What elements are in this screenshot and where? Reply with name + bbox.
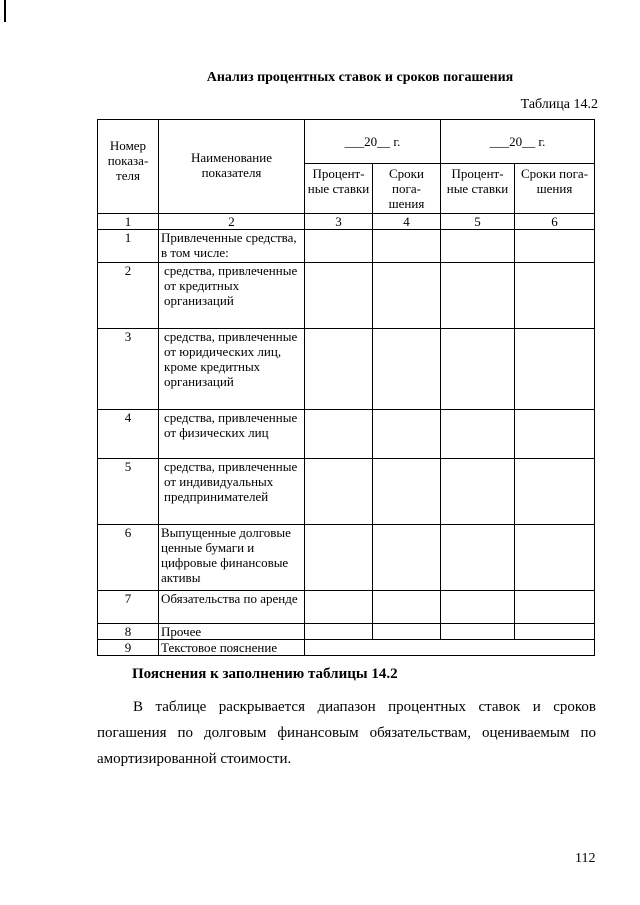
- data-cell: [305, 591, 373, 624]
- data-cell: [515, 624, 595, 640]
- data-cell: [515, 230, 595, 263]
- table-row: [98, 230, 595, 263]
- data-cell: [373, 230, 441, 263]
- data-cell: [515, 329, 595, 410]
- data-cell: [441, 459, 515, 525]
- table-row: [98, 624, 595, 640]
- row-name: Выпущенные долговые ценные бумаги и цифровые финансовые активы: [159, 525, 305, 591]
- row-name: Текстовое пояснение: [159, 640, 305, 656]
- table-row: [98, 640, 595, 656]
- row-number: 2: [98, 263, 159, 329]
- data-cell: [441, 591, 515, 624]
- table-row: [98, 329, 595, 410]
- interest-rates-table: [97, 119, 595, 656]
- header-term-2: Сроки пога-шения: [515, 164, 595, 214]
- explanation-heading: Пояснения к заполнению таблицы 14.2: [132, 666, 398, 682]
- paragraph-text: В таблице раскрывается диапазон процентных ставок и сроков погашения по долговым финансовым обязательствам, оцениваемым по амортизированной стоимости.: [97, 699, 596, 767]
- table-row: [98, 410, 595, 459]
- row-number: 9: [98, 640, 159, 656]
- data-cell: [305, 329, 373, 410]
- row-name: Прочее: [159, 624, 305, 640]
- header-number: Номер показа-теля: [98, 120, 159, 214]
- column-number: 3: [305, 214, 373, 230]
- row-number: 6: [98, 525, 159, 591]
- header-rate-1: Процент-ные ставки: [305, 164, 373, 214]
- row-number: 8: [98, 624, 159, 640]
- table-row: [98, 525, 595, 591]
- row-name: Привлеченные средства, в том числе:: [159, 230, 305, 263]
- header-year-1: ___20__ г.: [305, 120, 441, 164]
- header-term-1: Сроки пога-шения: [373, 164, 441, 214]
- text-explanation-cell: [305, 640, 595, 656]
- column-number: 4: [373, 214, 441, 230]
- row-number: 5: [98, 459, 159, 525]
- table-row: [98, 263, 595, 329]
- data-cell: [515, 410, 595, 459]
- data-cell: [373, 525, 441, 591]
- row-number: 3: [98, 329, 159, 410]
- table-row: [98, 591, 595, 624]
- data-cell: [441, 624, 515, 640]
- header-year-2: ___20__ г.: [441, 120, 595, 164]
- data-cell: [373, 459, 441, 525]
- data-cell: [373, 263, 441, 329]
- row-name: средства, привлеченные от индивидуальных предпринимателей: [159, 459, 305, 525]
- data-cell: [441, 230, 515, 263]
- column-number: 2: [159, 214, 305, 230]
- data-cell: [515, 525, 595, 591]
- data-cell: [373, 591, 441, 624]
- data-cell: [441, 329, 515, 410]
- data-cell: [373, 329, 441, 410]
- table-label: Таблица 14.2: [520, 97, 598, 112]
- header-name: Наименование показателя: [159, 120, 305, 214]
- data-cell: [441, 525, 515, 591]
- data-cell: [441, 410, 515, 459]
- data-cell: [305, 624, 373, 640]
- data-cell: [373, 624, 441, 640]
- table-row: [98, 459, 595, 525]
- data-cell: [441, 263, 515, 329]
- data-cell: [305, 263, 373, 329]
- page-number: 112: [575, 851, 596, 866]
- row-name: Обязательства по аренде: [159, 591, 305, 624]
- data-cell: [373, 410, 441, 459]
- document-title: Анализ процентных ставок и сроков погашения: [206, 70, 514, 85]
- margin-mark: [4, 0, 6, 22]
- explanation-paragraph: [97, 694, 596, 772]
- row-name: средства, привлеченные от юридических лиц, кроме кредитных организаций: [159, 329, 305, 410]
- data-cell: [305, 459, 373, 525]
- row-name: средства, привлеченные от физических лиц: [159, 410, 305, 459]
- data-cell: [305, 410, 373, 459]
- column-number: 6: [515, 214, 595, 230]
- header-rate-2: Процент-ные ставки: [441, 164, 515, 214]
- data-cell: [515, 591, 595, 624]
- data-cell: [305, 525, 373, 591]
- data-cell: [515, 263, 595, 329]
- row-number: 4: [98, 410, 159, 459]
- column-number: 5: [441, 214, 515, 230]
- column-number-row: [98, 214, 595, 230]
- data-cell: [305, 230, 373, 263]
- row-number: 1: [98, 230, 159, 263]
- data-cell: [515, 459, 595, 525]
- row-number: 7: [98, 591, 159, 624]
- column-number: 1: [98, 214, 159, 230]
- row-name: средства, привлеченные от кредитных организаций: [159, 263, 305, 329]
